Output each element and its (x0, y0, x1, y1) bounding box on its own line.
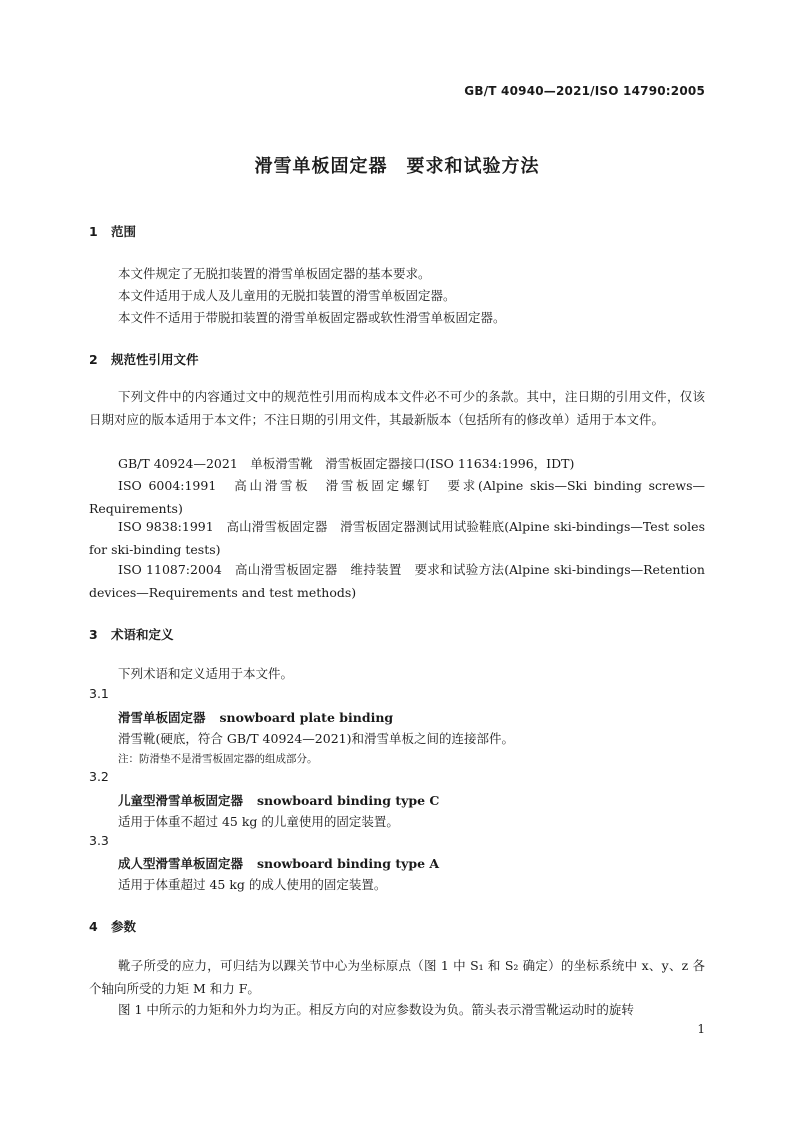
page-title: 滑雪单板固定器 要求和试验方法 (254, 156, 540, 177)
section-3-heading (89, 625, 174, 643)
term-cn: 滑雪单板固定器 (118, 710, 206, 725)
term-definition: 适用于体重超过 45 kg 的成人使用的固定装置。 (118, 877, 387, 892)
term-cn: 儿童型滑雪单板固定器 (118, 793, 244, 808)
section-number: 4 (89, 919, 98, 934)
paragraph: 本文件适用于成人及儿童用的无脱扣装置的滑雪单板固定器。 (118, 288, 456, 303)
term-heading (118, 854, 439, 872)
section-title: 参数 (111, 919, 137, 934)
page-number: 1 (697, 1022, 705, 1036)
term-heading (118, 708, 393, 726)
section-number: 3 (89, 627, 98, 642)
term-number: 3.3 (89, 833, 109, 848)
document-code: GB/T 40940—2021/ISO 14790:2005 (464, 84, 705, 98)
reference-item: ISO 11087:2004 高山滑雪板固定器 维持装置 要求和试验方法(Alpine ski-bindings—Retention devices—Requirements and test methods) (89, 562, 705, 600)
section-title: 规范性引用文件 (111, 352, 199, 367)
term-en: snowboard binding type C (257, 793, 440, 808)
section-title: 范围 (111, 224, 137, 239)
section-number: 1 (89, 224, 98, 239)
term-definition: 适用于体重不超过 45 kg 的儿童使用的固定装置。 (118, 814, 399, 829)
term-heading (118, 791, 439, 809)
paragraph: 下列文件中的内容通过文中的规范性引用而构成本文件必不可少的条款。其中，注日期的引用文件，仅该日期对应的版本适用于本文件；不注日期的引用文件，其最新版本（包括所有的修改单）适用于本文件。 (89, 389, 705, 427)
term-definition: 滑雪靴(硬底，符合 GB/T 40924—2021)和滑雪单板之间的连接部件。 (118, 731, 514, 746)
section-2-heading (89, 350, 199, 368)
term-en: snowboard binding type A (257, 856, 440, 871)
section-number: 2 (89, 352, 98, 367)
term-cn: 成人型滑雪单板固定器 (118, 856, 244, 871)
term-en: snowboard plate binding (219, 710, 394, 725)
paragraph: 本文件规定了无脱扣装置的滑雪单板固定器的基本要求。 (118, 266, 431, 281)
section-title: 术语和定义 (111, 627, 174, 642)
paragraph: 本文件不适用于带脱扣装置的滑雪单板固定器或软性滑雪单板固定器。 (118, 310, 506, 325)
section-1-heading (89, 222, 136, 240)
paragraph: 靴子所受的应力，可归结为以踝关节中心为坐标原点（图 1 中 S₁ 和 S₂ 确定）的坐标系统中 x、y、z 各个轴向所受的力矩 M 和力 F。 (89, 958, 705, 996)
paragraph: 下列术语和定义适用于本文件。 (118, 666, 294, 681)
section-4-heading (89, 917, 136, 935)
reference-item: GB/T 40924—2021 单板滑雪靴 滑雪板固定器接口(ISO 11634:1996，IDT) (118, 456, 575, 471)
term-note: 注：防滑垫不是滑雪板固定器的组成部分。 (118, 753, 318, 765)
reference-item: ISO 9838:1991 高山滑雪板固定器 滑雪板固定器测试用试验鞋底(Alpine ski-bindings—Test soles for ski-binding tests) (89, 519, 705, 557)
term-number: 3.2 (89, 769, 109, 784)
paragraph: 图 1 中所示的力矩和外力均为正。相反方向的对应参数设为负。箭头表示滑雪靴运动时的旋转 (118, 1002, 634, 1017)
reference-item: ISO 6004:1991 高山滑雪板 滑雪板固定螺钉 要求(Alpine skis—Ski binding screws—Requirements) (89, 478, 705, 516)
term-number: 3.1 (89, 686, 109, 701)
